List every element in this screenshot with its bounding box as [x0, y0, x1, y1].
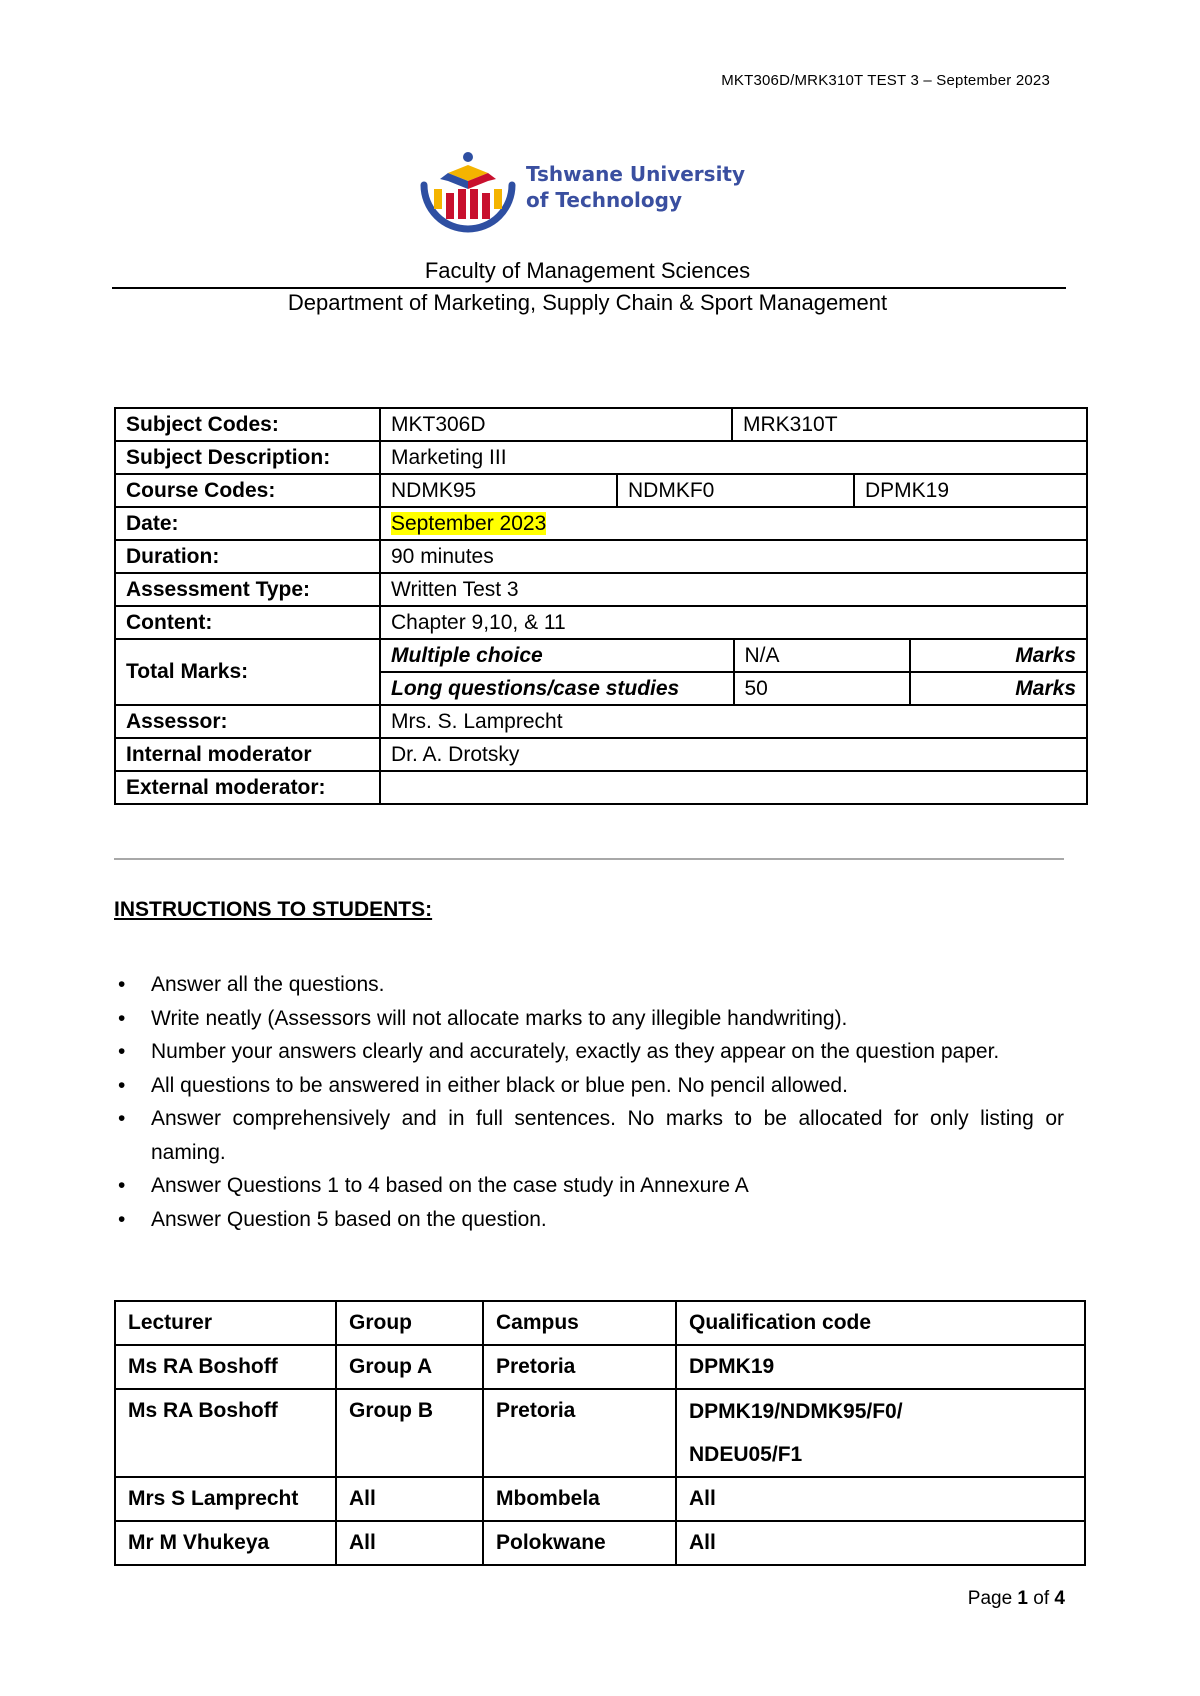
marks-type-2: Long questions/case studies	[380, 672, 734, 705]
list-item: • Answer all the questions.	[114, 968, 1064, 1002]
group-cell: All	[336, 1521, 483, 1565]
subject-description-label: Subject Description:	[115, 441, 380, 474]
course-code-3: DPMK19	[865, 478, 950, 502]
date-label: Date:	[115, 507, 380, 540]
lecturer-cell: Mrs S Lamprecht	[115, 1477, 336, 1521]
page-total: 4	[1054, 1588, 1065, 1609]
row-subject-codes	[115, 408, 1087, 441]
row-subject-description	[115, 441, 1087, 474]
campus-cell: Pretoria	[483, 1345, 676, 1389]
total-marks-label: Total Marks:	[115, 639, 380, 705]
group-cell: Group A	[336, 1345, 483, 1389]
lecturer-cell: Ms RA Boshoff	[115, 1345, 336, 1389]
external-moderator-value	[380, 771, 1087, 804]
instructions-heading: INSTRUCTIONS TO STUDENTS:	[114, 898, 433, 921]
row-duration	[115, 540, 1087, 573]
header-reference: MKT306D/MRK310T TEST 3 – September 2023	[721, 72, 1050, 89]
list-item: • Answer comprehensively and in full sentences. No marks to be allocated for only listing or naming.	[114, 1102, 1064, 1169]
page-word: Page	[967, 1588, 1013, 1609]
lecturer-cell: Mr M Vhukeya	[115, 1521, 336, 1565]
row-course-codes	[115, 474, 1087, 507]
marks-value-2: 50	[734, 672, 911, 705]
subject-code-1: MKT306D	[381, 409, 732, 440]
lecturer-cell: Ms RA Boshoff	[115, 1389, 336, 1477]
tut-emblem-icon	[424, 152, 512, 229]
row-assessor	[115, 705, 1087, 738]
tut-logo	[418, 145, 746, 245]
subject-codes-label: Subject Codes:	[115, 408, 380, 441]
row-content	[115, 606, 1087, 639]
header-group: Group	[336, 1301, 483, 1345]
campus-cell: Pretoria	[483, 1389, 676, 1477]
faculty-name: Faculty of Management Sciences	[424, 258, 751, 283]
logo-line2: of Technology	[526, 188, 682, 212]
subject-description-value: Marketing III	[380, 441, 1087, 474]
header-campus: Campus	[483, 1301, 676, 1345]
row-assessment-type	[115, 573, 1087, 606]
group-cell: All	[336, 1477, 483, 1521]
course-code-2: NDMKF0	[617, 475, 854, 506]
department-name: Department of Marketing, Supply Chain & Sport Management	[287, 290, 888, 315]
qualification-cell	[676, 1389, 1085, 1477]
list-item: • All questions to be answered in either black or blue pen. No pencil allowed.	[114, 1069, 1064, 1103]
logo-line1: Tshwane University	[526, 162, 746, 186]
campus-cell: Polokwane	[483, 1521, 676, 1565]
assessment-type-value: Written Test 3	[380, 573, 1087, 606]
campus-cell: Mbombela	[483, 1477, 676, 1521]
content-value: Chapter 9,10, & 11	[380, 606, 1087, 639]
list-item: • Answer Questions 1 to 4 based on the case study in Annexure A	[114, 1169, 1064, 1203]
page-number	[900, 1588, 1065, 1610]
row-internal-moderator	[115, 738, 1087, 771]
table-row	[115, 1389, 1085, 1477]
qualification-line-1: DPMK19/NDMK95/F0/	[689, 1400, 903, 1423]
header-qualification-code: Qualification code	[676, 1301, 1085, 1345]
qualification-cell: All	[676, 1521, 1085, 1565]
content-label: Content:	[115, 606, 380, 639]
lecturer-groups-table	[114, 1300, 1086, 1566]
assessor-value: Mrs. S. Lamprecht	[380, 705, 1087, 738]
section-divider	[114, 858, 1064, 860]
duration-value: 90 minutes	[380, 540, 1087, 573]
list-item: • Answer Question 5 based on the question.	[114, 1203, 1064, 1237]
qualification-cell: All	[676, 1477, 1085, 1521]
table-row	[115, 1521, 1085, 1565]
instructions-list	[114, 968, 1064, 1236]
course-codes-label: Course Codes:	[115, 474, 380, 507]
marks-unit-1: Marks	[910, 639, 1087, 672]
subject-code-2: MRK310T	[743, 412, 838, 436]
table-row	[115, 1345, 1085, 1389]
marks-type-1: Multiple choice	[380, 639, 734, 672]
group-cell: Group B	[336, 1389, 483, 1477]
page-current: 1	[1017, 1588, 1028, 1609]
course-code-1: NDMK95	[381, 475, 617, 506]
row-external-moderator	[115, 771, 1087, 804]
external-moderator-label: External moderator:	[115, 771, 380, 804]
assessor-label: Assessor:	[115, 705, 380, 738]
row-date	[115, 507, 1087, 540]
table-row	[115, 1477, 1085, 1521]
list-item: • Write neatly (Assessors will not allocate marks to any illegible handwriting).	[114, 1002, 1064, 1036]
internal-moderator-label: Internal moderator	[115, 738, 380, 771]
internal-moderator-value: Dr. A. Drotsky	[380, 738, 1087, 771]
header-divider	[112, 287, 1066, 289]
marks-unit-2: Marks	[910, 672, 1087, 705]
duration-label: Duration:	[115, 540, 380, 573]
qualification-line-2: NDEU05/F1	[689, 1443, 803, 1466]
marks-value-1: N/A	[734, 639, 911, 672]
row-total-marks-1	[115, 639, 1087, 672]
assessment-type-label: Assessment Type:	[115, 573, 380, 606]
of-word: of	[1033, 1588, 1050, 1609]
qualification-cell: DPMK19	[676, 1345, 1085, 1389]
date-value: September 2023	[391, 511, 547, 535]
list-item: • Number your answers clearly and accurately, exactly as they appear on the question paper.	[114, 1035, 1064, 1069]
table-header-row	[115, 1301, 1085, 1345]
subject-info-table	[114, 407, 1088, 805]
header-lecturer: Lecturer	[115, 1301, 336, 1345]
